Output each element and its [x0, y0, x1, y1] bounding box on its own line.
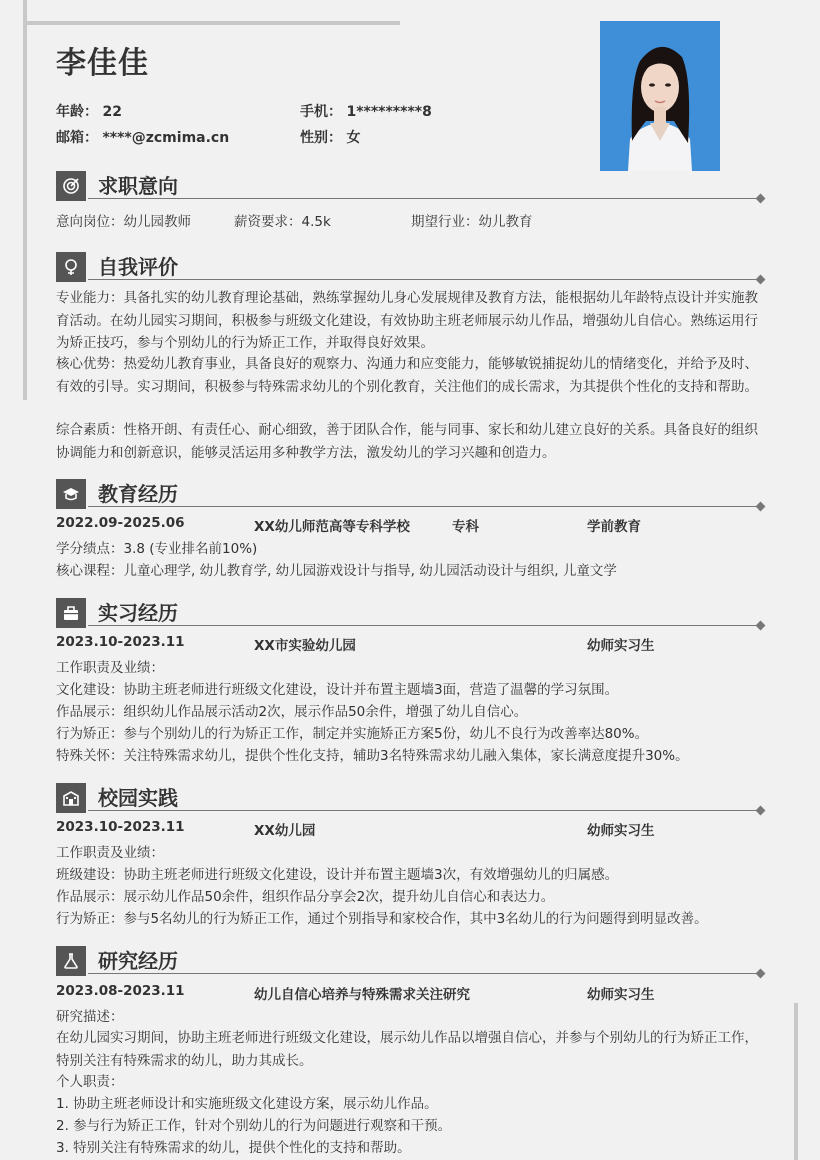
section-header-self — [56, 252, 764, 282]
phone-info — [300, 101, 432, 121]
edu-major: 学前教育 — [587, 519, 641, 535]
intern-role: 幼师实习生 — [587, 638, 655, 654]
campus-org: XX幼儿园 — [254, 823, 316, 839]
email-info — [56, 127, 229, 147]
edu-gpa: 学分绩点：3.8 (专业排名前10%) — [56, 541, 258, 557]
research-desc: 在幼儿园实习期间，协助主班老师进行班级文化建设，展示幼儿作品以增强自信心，并参与个别幼儿的行为矫正工作，特别关注有特殊需求的幼儿，助力其成长。 — [56, 1030, 758, 1069]
age-value: 22 — [102, 104, 122, 120]
phone-label: 手机： — [300, 104, 342, 120]
section-title-self: 自我评价 — [98, 255, 178, 279]
section-divider — [88, 198, 760, 199]
section-divider-end — [756, 275, 766, 285]
campus-role: 幼师实习生 — [587, 823, 655, 839]
campus-line: 工作职责及业绩： — [56, 845, 164, 861]
section-title-edu: 教育经历 — [98, 482, 178, 506]
section-divider — [88, 279, 760, 280]
decorative-right-bar — [794, 1003, 798, 1160]
phone-value: 1*********8 — [346, 104, 432, 120]
school-building-icon — [56, 783, 86, 813]
section-header-intern — [56, 598, 764, 628]
email-label: 邮箱： — [56, 130, 98, 146]
intern-line: 作品展示：组织幼儿作品展示活动2次，展示作品50余件，增强了幼儿自信心。 — [56, 704, 528, 720]
edu-degree: 专科 — [452, 519, 479, 535]
gender-label: 性别： — [300, 130, 342, 146]
intern-line: 工作职责及业绩： — [56, 660, 164, 676]
email-value: ****@zcmima.cn — [102, 130, 230, 146]
research-title: 幼儿自信心培养与特殊需求关注研究 — [254, 987, 470, 1003]
intern-line: 文化建设：协助主班老师进行班级文化建设，设计并布置主题墙3面，营造了温馨的学习氛围。 — [56, 682, 619, 698]
section-divider-end — [756, 194, 766, 204]
section-divider-end — [756, 806, 766, 816]
award-icon — [56, 252, 86, 282]
section-header-intent — [56, 171, 764, 201]
target-icon — [56, 171, 86, 201]
research-duty: 2. 参与行为矫正工作，针对个别幼儿的行为问题进行观察和干预。 — [56, 1118, 452, 1134]
self-eval-professional: 专业能力：具备扎实的幼儿教育理论基础，熟练掌握幼儿身心发展规律及教育方法，能根据幼儿年龄特点设计并实施教育活动。在幼儿园实习期间，积极参与班级文化建设，有效协助主班老师展示幼儿作品，增强幼儿自信心。熟练运用行为矫正技巧，参与个别幼儿的行为矫正工作，并取得良好效果。 — [56, 290, 758, 351]
section-divider — [88, 973, 760, 974]
edu-date: 2022.09-2025.06 — [56, 515, 185, 531]
section-header-campus — [56, 783, 764, 813]
decorative-top-bar — [24, 21, 400, 25]
section-header-edu — [56, 479, 764, 509]
research-desc-label: 研究描述： — [56, 1009, 124, 1025]
section-divider — [88, 506, 760, 507]
briefcase-icon — [56, 598, 86, 628]
intent-row — [56, 211, 766, 233]
section-divider-end — [756, 621, 766, 631]
age-info — [56, 101, 122, 121]
self-eval-qualities: 综合素质：性格开朗、有责任心、耐心细致，善于团队合作，能与同事、家长和幼儿建立良好的关系。具备良好的组织协调能力和创新意识，能够灵活运用多种教学方法，激发幼儿的学习兴趣和创造力。 — [56, 422, 758, 461]
intent-position: 意向岗位：幼儿园教师 — [56, 214, 191, 230]
section-title-campus: 校园实践 — [98, 786, 178, 810]
research-date: 2023.08-2023.11 — [56, 983, 185, 999]
campus-line: 班级建设：协助主班老师进行班级文化建设，设计并布置主题墙3次，有效增强幼儿的归属感。 — [56, 867, 619, 883]
profile-photo — [600, 21, 720, 171]
self-eval-strengths: 核心优势：热爱幼儿教育事业，具备良好的观察力、沟通力和应变能力，能够敏锐捕捉幼儿的情绪变化，并给予及时、有效的引导。实习期间，积极参与特殊需求幼儿的个别化教育，关注他们的成长需求，为其提供个性化的支持和帮助。 — [56, 356, 758, 395]
intent-industry: 期望行业：幼儿教育 — [411, 214, 533, 230]
research-duty: 1. 协助主班老师设计和实施班级文化建设方案，展示幼儿作品。 — [56, 1096, 438, 1112]
edu-courses: 核心课程：儿童心理学, 幼儿教育学, 幼儿园游戏设计与指导, 幼儿园活动设计与组织, 儿童文学 — [56, 563, 617, 579]
section-divider-end — [756, 969, 766, 979]
section-header-research — [56, 946, 764, 976]
section-title-intent: 求职意向 — [98, 174, 178, 198]
intern-org: XX市实验幼儿园 — [254, 638, 356, 654]
flask-icon — [56, 946, 86, 976]
intern-date: 2023.10-2023.11 — [56, 634, 185, 650]
section-divider-end — [756, 502, 766, 512]
research-role: 幼师实习生 — [587, 987, 655, 1003]
section-divider — [88, 625, 760, 626]
edu-school: XX幼儿师范高等专科学校 — [254, 519, 410, 535]
section-divider — [88, 810, 760, 811]
intent-salary: 薪资要求：4.5k — [234, 214, 331, 230]
campus-line: 行为矫正：参与5名幼儿的行为矫正工作，通过个别指导和家校合作，其中3名幼儿的行为问题得到明显改善。 — [56, 911, 708, 927]
research-duty-label: 个人职责： — [56, 1074, 124, 1090]
campus-date: 2023.10-2023.11 — [56, 819, 185, 835]
section-title-intern: 实习经历 — [98, 601, 178, 625]
gender-value: 女 — [346, 130, 361, 146]
research-duty: 3. 特别关注有特殊需求的幼儿，提供个性化的支持和帮助。 — [56, 1140, 411, 1156]
graduation-cap-icon — [56, 479, 86, 509]
intern-line: 行为矫正：参与个别幼儿的行为矫正工作，制定并实施矫正方案5份，幼儿不良行为改善率达80%。 — [56, 726, 649, 742]
candidate-name: 李佳佳 — [56, 46, 149, 81]
campus-line: 作品展示：展示幼儿作品50余件，组织作品分享会2次，提升幼儿自信心和表达力。 — [56, 889, 555, 905]
age-label: 年龄： — [56, 104, 98, 120]
intern-line: 特殊关怀：关注特殊需求幼儿，提供个性化支持，辅助3名特殊需求幼儿融入集体，家长满意度提升30%。 — [56, 748, 689, 764]
decorative-left-bar — [23, 0, 27, 400]
section-title-research: 研究经历 — [98, 949, 178, 973]
gender-info — [300, 127, 360, 147]
